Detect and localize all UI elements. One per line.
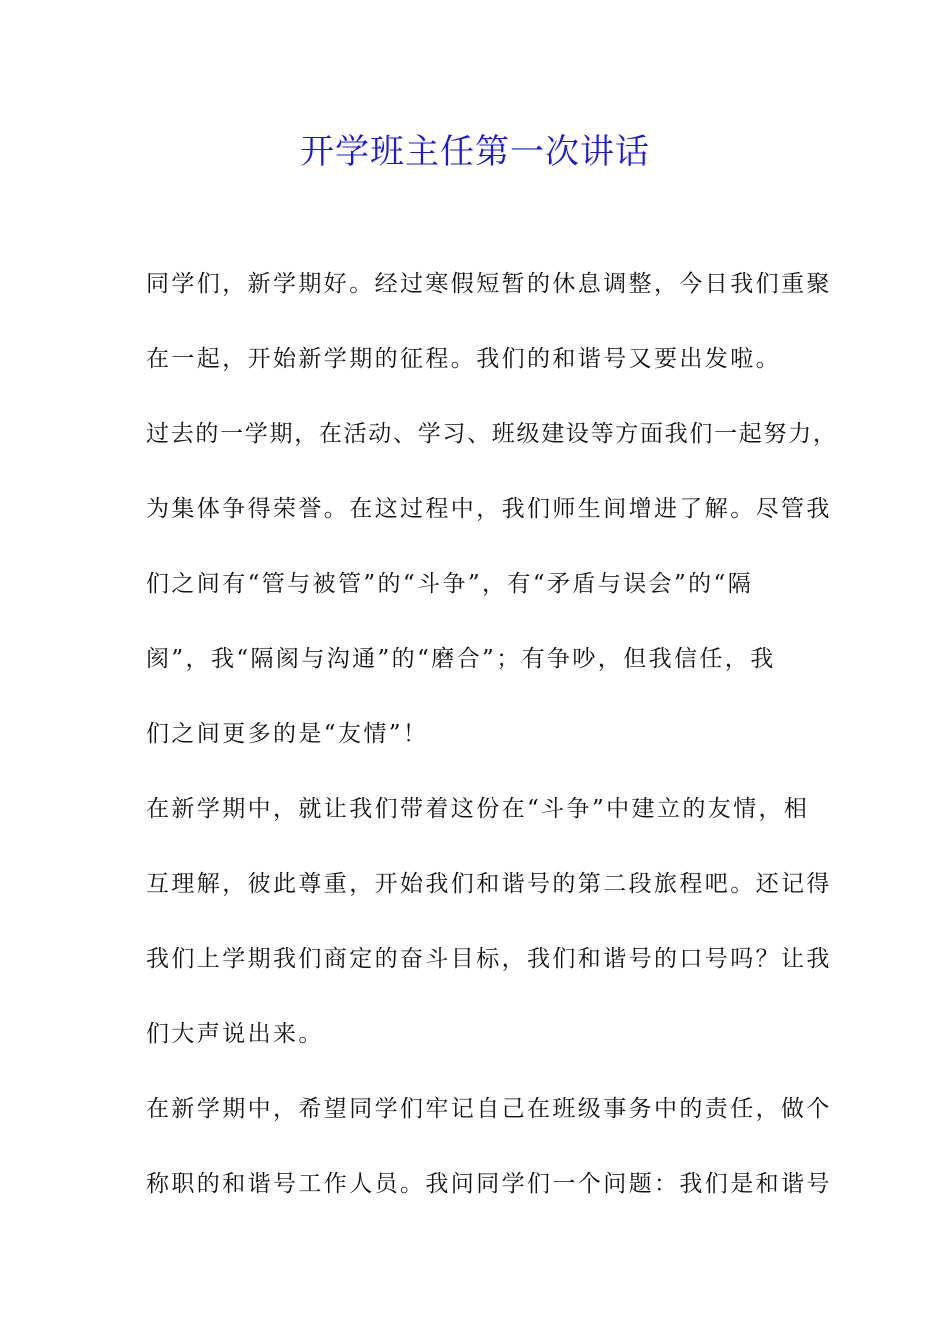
body-line: 互理解，彼此尊重，开始我们和谐号的第二段旅程吧。还记得 (146, 871, 832, 897)
body-line: 在一起，开始新学期的征程。我们的和谐号又要出发啦。 (146, 346, 781, 372)
body-line: 阂”，我“隔阂与沟通”的“磨合”；有争吵，但我信任，我 (146, 646, 776, 672)
document-title: 开学班主任第一次讲话 (300, 132, 650, 172)
body-line: 称职的和谐号工作人员。我问同学们一个问题：我们是和谐号 (146, 1171, 832, 1197)
body-line: 过去的一学期，在活动、学习、班级建设等方面我们一起努力， (146, 421, 838, 447)
body-line: 同学们，新学期好。经过寒假短暂的休息调整，今日我们重聚 (146, 271, 832, 297)
body-line: 们之间更多的是“友情”！ (146, 721, 429, 747)
body-line: 在新学期中，希望同学们牢记自己在班级事务中的责任，做个 (146, 1096, 832, 1122)
body-line: 我们上学期我们商定的奋斗目标，我们和谐号的口号吗？让我 (146, 946, 832, 972)
document-body (146, 264, 838, 1239)
body-line: 在新学期中，就让我们带着这份在“斗争”中建立的友情，相 (146, 796, 810, 822)
body-line: 们大声说出来。 (146, 1021, 324, 1047)
body-line: 们之间有“管与被管”的“斗争”，有“矛盾与误会”的“隔 (146, 571, 754, 597)
body-line: 为集体争得荣誉。在这过程中，我们师生间增进了解。尽管我 (146, 496, 832, 522)
